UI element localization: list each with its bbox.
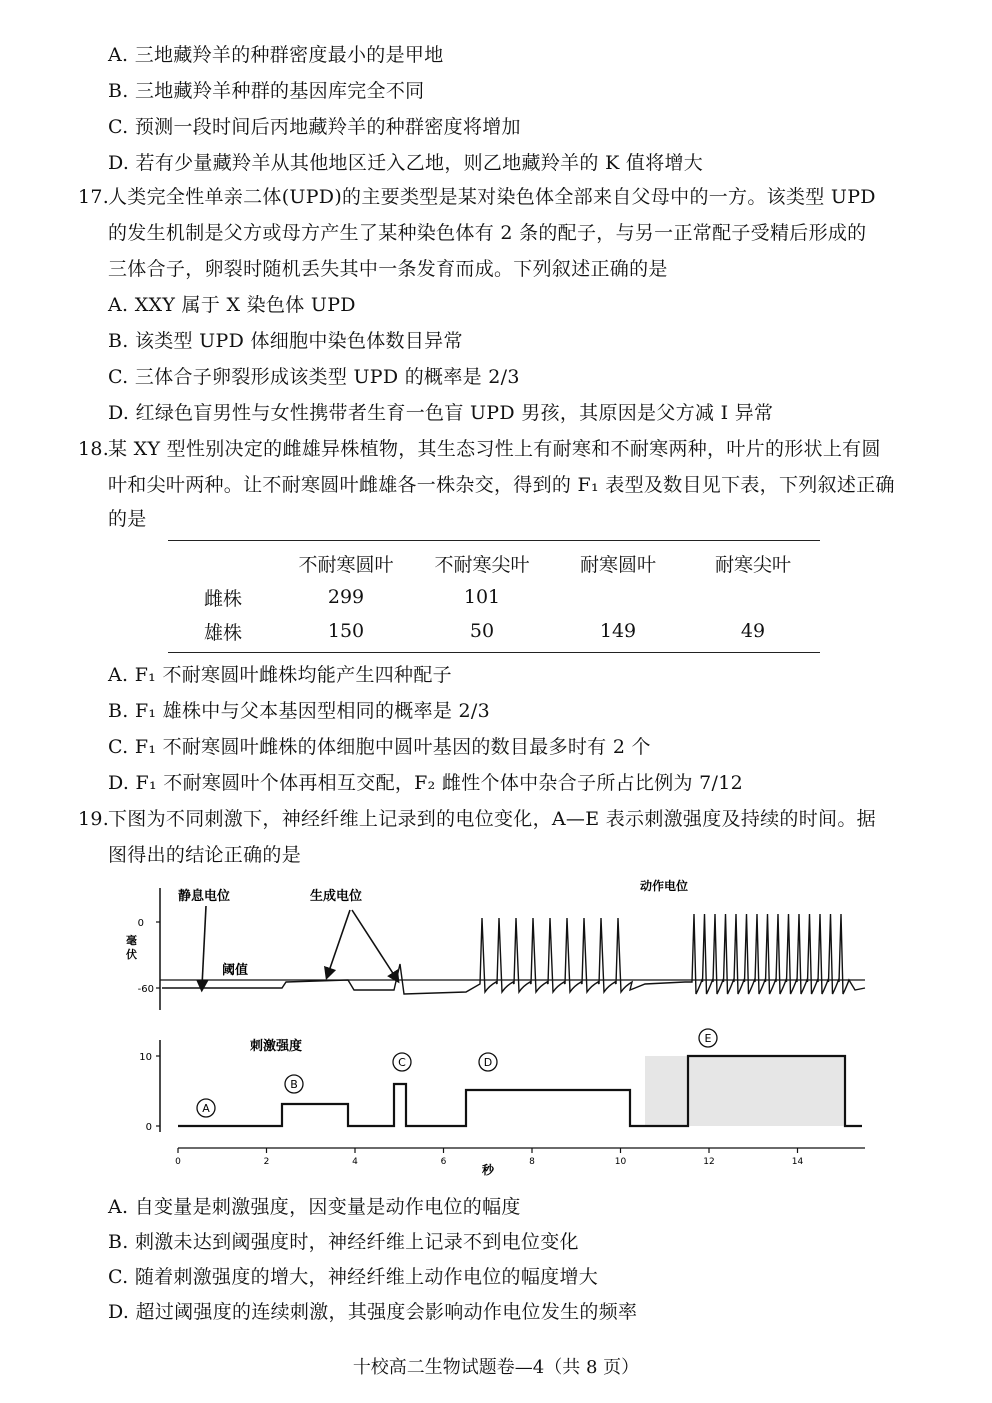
table-header-cell: 耐寒尖叶 [714, 553, 791, 576]
svg-text:A: A [202, 1102, 210, 1115]
stimulus-e-marker [699, 1029, 717, 1047]
table-cell: 149 [599, 620, 637, 642]
x-tick-label: 0 [175, 1157, 181, 1167]
table-cell: 101 [463, 586, 501, 608]
table-cell [550, 580, 686, 614]
q17-option-b: B. 该类型 UPD 体细胞中染色体数目异常 [108, 330, 463, 352]
table-cell: 50 [469, 620, 495, 642]
q19-stem-line2: 图得出的结论正确的是 [108, 844, 302, 866]
q18-table [168, 546, 820, 648]
q17-option-d: D. 红绿色盲男性与女性携带者生育一色盲 UPD 男孩，其原因是父方减 Ⅰ 异常 [108, 402, 774, 424]
page-footer: 十校高二生物试题卷—4（共 8 页） [352, 1357, 640, 1378]
table-cell: 雄株 [203, 621, 242, 644]
x-tick-label: 14 [791, 1157, 804, 1167]
table-row [168, 580, 820, 614]
generated-arrow-2 [352, 910, 396, 978]
q19-figure [100, 870, 880, 1190]
table-header-cell: 耐寒圆叶 [579, 553, 656, 576]
resting-arrow [202, 906, 206, 986]
table-bottom-rule [168, 652, 820, 653]
q17-option-a: A. XXY 属于 X 染色体 UPD [108, 294, 356, 316]
x-axis-label: 秒 [481, 1163, 495, 1177]
svg-text:C: C [398, 1056, 406, 1069]
x-tick-label: 2 [263, 1157, 270, 1167]
q18-stem-line2: 叶和尖叶两种。让不耐寒圆叶雌雄各一株杂交，得到的 F₁ 表型及数目见下表，下列叙述正确 [108, 474, 895, 496]
table-header-row [168, 546, 820, 580]
q16-option-d: D. 若有少量藏羚羊从其他地区迁入乙地，则乙地藏羚羊的 K 值将增大 [108, 152, 704, 174]
table-cell: 150 [327, 620, 365, 642]
action-potential-label: 动作电位 [640, 879, 689, 893]
q17-option-c: C. 三体合子卵裂形成该类型 UPD 的概率是 2/3 [108, 366, 520, 388]
q18-option-a: A. F₁ 不耐寒圆叶雌株均能产生四种配子 [108, 664, 452, 686]
x-tick-label: 6 [440, 1157, 447, 1167]
table-header-cell: 不耐寒尖叶 [434, 553, 530, 576]
q18-option-c: C. F₁ 不耐寒圆叶雌株的体细胞中圆叶基因的数目最多时有 2 个 [108, 736, 651, 758]
q18-option-d: D. F₁ 不耐寒圆叶个体再相互交配，F₂ 雌性个体中杂合子所占比例为 7/12 [108, 772, 744, 794]
bottom-ytick-10: 10 [139, 1052, 152, 1063]
q16-option-a: A. 三地藏羚羊的种群密度最小的是甲地 [108, 44, 444, 66]
top-ytick-60: -60 [137, 984, 154, 995]
stimulus-d-marker [479, 1053, 497, 1071]
q18-option-b: B. F₁ 雄株中与父本基因型相同的概率是 2/3 [108, 700, 490, 722]
x-tick-label: 12 [703, 1157, 715, 1167]
q17-stem-line1: 人类完全性单亲二体(UPD)的主要类型是某对染色体全部来自父母中的一方。该类型 UPD [108, 186, 876, 208]
table-header-cell: 不耐寒圆叶 [298, 553, 394, 576]
table-cell: 49 [740, 620, 766, 642]
stimulus-a-marker [197, 1099, 215, 1117]
resting-potential-label: 静息电位 [178, 889, 231, 904]
x-tick-label: 4 [352, 1157, 358, 1167]
threshold-label: 阈值 [222, 963, 249, 978]
q17-number: 17. [78, 186, 110, 208]
stimulus-c-marker [393, 1053, 411, 1071]
potential-trace [162, 914, 865, 994]
top-ylabel: 毫伏 [126, 934, 137, 961]
table-header-cell [168, 546, 278, 580]
table-cell [686, 580, 820, 614]
q19-number: 19. [78, 808, 110, 830]
q18-stem-line1: 某 XY 型性别决定的雌雄异株植物，其生态习性上有耐寒和不耐寒两种，叶片的形状上有圆 [108, 438, 881, 460]
q19-stem-line1: 下图为不同刺激下，神经纤维上记录到的电位变化，A—E 表示刺激强度及持续的时间。据 [108, 808, 876, 830]
stimulus-e-shading [645, 1056, 845, 1126]
generated-potential-label: 生成电位 [310, 889, 363, 904]
stimulus-strength-title: 刺激强度 [250, 1039, 303, 1054]
top-ytick-0: 0 [137, 918, 144, 929]
svg-text:D: D [483, 1056, 493, 1069]
q19-option-b: B. 刺激未达到阈强度时，神经纤维上记录不到电位变化 [108, 1231, 579, 1253]
svg-text:B: B [290, 1078, 298, 1091]
generated-arrow-1 [328, 910, 350, 974]
q17-stem-line3: 三体合子，卵裂时随机丢失其中一条发育而成。下列叙述正确的是 [108, 258, 668, 280]
table-cell: 299 [327, 586, 365, 608]
table-top-rule [168, 540, 820, 541]
q19-option-a: A. 自变量是刺激强度，因变量是动作电位的幅度 [108, 1196, 521, 1218]
svg-text:E: E [704, 1032, 712, 1045]
x-tick-label: 10 [614, 1157, 627, 1167]
q18-stem-line3: 的是 [108, 508, 147, 530]
table-cell: 雌株 [203, 587, 242, 610]
table-row [168, 614, 820, 648]
q16-option-c: C. 预测一段时间后丙地藏羚羊的种群密度将增加 [108, 116, 521, 138]
q19-option-d: D. 超过阈强度的连续刺激，其强度会影响动作电位发生的频率 [108, 1301, 638, 1323]
q19-option-c: C. 随着刺激强度的增大，神经纤维上动作电位的幅度增大 [108, 1266, 599, 1288]
stimulus-b-marker [285, 1075, 303, 1093]
q16-option-b: B. 三地藏羚羊种群的基因库完全不同 [108, 80, 425, 102]
q17-stem-line2: 的发生机制是父方或母方产生了某种染色体有 2 条的配子，与另一正常配子受精后形成的 [108, 222, 867, 244]
x-tick-label: 8 [529, 1157, 535, 1167]
bottom-ytick-0: 0 [145, 1122, 152, 1133]
q18-number: 18. [78, 438, 110, 460]
